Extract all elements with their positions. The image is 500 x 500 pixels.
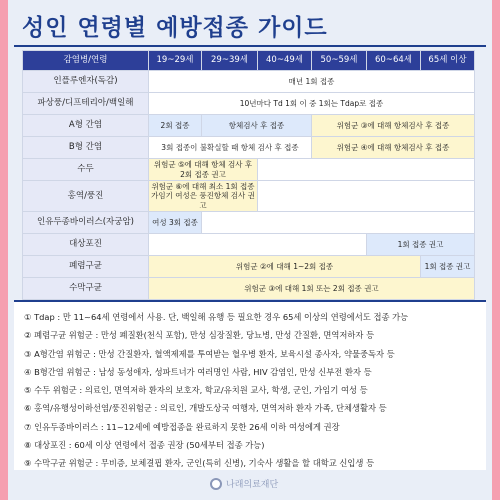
page-title: 성인 연령별 예방접종 가이드 xyxy=(22,15,328,41)
header-disease-age: 감염병/연령 xyxy=(23,51,149,71)
cell-zoster-empty xyxy=(149,234,367,256)
cell-influenza-all: 매년 1회 접종 xyxy=(149,71,475,93)
cell-tdap-all: 10년마다 Td 1회 이 중 1회는 Tdap로 접종 xyxy=(149,93,475,115)
footnote-9-meningococcal: ⑨ 수막구균 위험군 : 무비증, 보체결핍 환자, 군인(특히 신병), 기숙사 생활을 할 대학교 신입생 등 xyxy=(24,458,375,469)
row-label-zoster: 대상포진 xyxy=(23,234,149,256)
footnote-3-hepatitis-a: ③ A형간염 위험군 : 만성 간질환자, 혈액제제를 투여받는 혈우병 환자, 보육시설 종사자, 약물중독자 등 xyxy=(24,348,395,359)
footnote-5-varicella: ⑤ 수두 위험군 : 의료인, 면역저하 환자의 보호자, 학교/유치원 교사, 학생, 군인, 가임기 여성 등 xyxy=(24,385,368,396)
footnote-8-zoster: ⑧ 대상포진 : 60세 이상 연령에서 접종 권장 (50세부터 접종 가능) xyxy=(24,440,265,451)
cell-hpv-empty xyxy=(202,212,475,234)
table-row xyxy=(23,93,475,115)
cell-varicella-risk-group: 위험군 ⑤에 대해 항체 검사 후 2회 접종 권고 xyxy=(149,159,258,181)
footnote-7-hpv: ⑦ 인유두종바이러스 : 11~12세에 예방접종을 완료하지 못한 26세 이하 여성에게 권장 xyxy=(24,421,340,432)
row-label-hepatitis-a: A형 간염 xyxy=(23,115,149,137)
table-row xyxy=(23,256,475,278)
header-age-50-59: 50~59세 xyxy=(312,51,367,71)
cell-mmr-risk-group: 위험군 ⑥에 대해 최소 1회 접종 가임기 여성은 풍진항체 검사 권고 xyxy=(149,181,258,212)
table-row xyxy=(23,71,475,93)
row-label-pneumococcal: 폐렴구균 xyxy=(23,256,149,278)
header-age-40-49: 40~49세 xyxy=(258,51,312,71)
header-age-65-plus: 65세 이상 xyxy=(421,51,475,71)
cell-mening-risk-group: 위험군 ③에 대해 1회 또는 2회 접종 권고 xyxy=(149,278,475,300)
table-row xyxy=(23,212,475,234)
table-row xyxy=(23,159,475,181)
cell-mmr-empty xyxy=(258,181,475,212)
cell-hepa-antibody-test: 항체검사 후 접종 xyxy=(202,115,312,137)
table-row xyxy=(23,278,475,300)
footnote-4-hepatitis-b: ④ B형간염 위험군 : 남성 동성애자, 성파트너가 여러명인 사람, HIV 감염인, 만성 신부전 환자 등 xyxy=(24,366,372,377)
cell-zoster-one-dose: 1회 접종 권고 xyxy=(367,234,475,256)
table-header-row xyxy=(23,51,475,71)
table-row xyxy=(23,181,475,212)
row-label-tdap: 파상풍/디프테리아/백일해 xyxy=(23,93,149,115)
row-label-hpv: 인유두종바이러스(자궁암) xyxy=(23,212,149,234)
table-row xyxy=(23,115,475,137)
row-label-mmr: 홍역/풍진 xyxy=(23,181,149,212)
row-label-meningococcal: 수막구균 xyxy=(23,278,149,300)
cell-pneumo-one-dose: 1회 접종 권고 xyxy=(421,256,475,278)
footnotes-panel xyxy=(14,300,486,470)
cell-hepb-uncertain: 3회 접종이 불확실할 때 항체 검사 후 접종 xyxy=(149,137,312,159)
footnote-2-pneumococcal: ② 폐렴구균 위험군 : 만성 폐질환(천식 포함), 만성 심장질환, 당뇨병, 만성 간질환, 면역저하자 등 xyxy=(24,330,375,341)
header-age-29-39: 29~39세 xyxy=(202,51,258,71)
table-row xyxy=(23,137,475,159)
footnote-1-tdap: ① Tdap : 만 11~64세 연령에서 사용. 단, 백일해 유행 등 필요한 경우 65세 이상의 연령에서도 접종 가능 xyxy=(24,312,409,322)
footer xyxy=(14,470,486,500)
vaccination-table xyxy=(22,50,475,300)
header-age-19-29: 19~29세 xyxy=(149,51,202,71)
foundation-logo-icon xyxy=(210,478,222,490)
cell-hepb-risk-group: 위험군 ④에 대해 항체검사 후 접종 xyxy=(312,137,475,159)
table-row xyxy=(23,234,475,256)
row-label-hepatitis-b: B형 간염 xyxy=(23,137,149,159)
cell-hpv-three-doses: 여성 3회 접종 xyxy=(149,212,202,234)
cell-hepa-two-doses: 2회 접종 xyxy=(149,115,202,137)
row-label-influenza: 인플루엔자(독감) xyxy=(23,71,149,93)
title-divider xyxy=(14,45,486,47)
cell-varicella-empty xyxy=(258,159,475,181)
cell-pneumo-risk-group: 위험군 ②에 대해 1~2회 접종 xyxy=(149,256,421,278)
footnote-6-mmr: ⑥ 홍역/유행성이하선염/풍진위험군 : 의료인, 개발도상국 여행자, 면역저하 환자 가족, 단체생활자 등 xyxy=(24,403,387,414)
foundation-name: 나래의료재단 xyxy=(226,480,279,490)
header-age-60-64: 60~64세 xyxy=(367,51,421,71)
footer-logo xyxy=(210,477,278,490)
cell-hepa-risk-group: 위험군 ③에 대해 항체검사 후 접종 xyxy=(312,115,475,137)
row-label-varicella: 수두 xyxy=(23,159,149,181)
